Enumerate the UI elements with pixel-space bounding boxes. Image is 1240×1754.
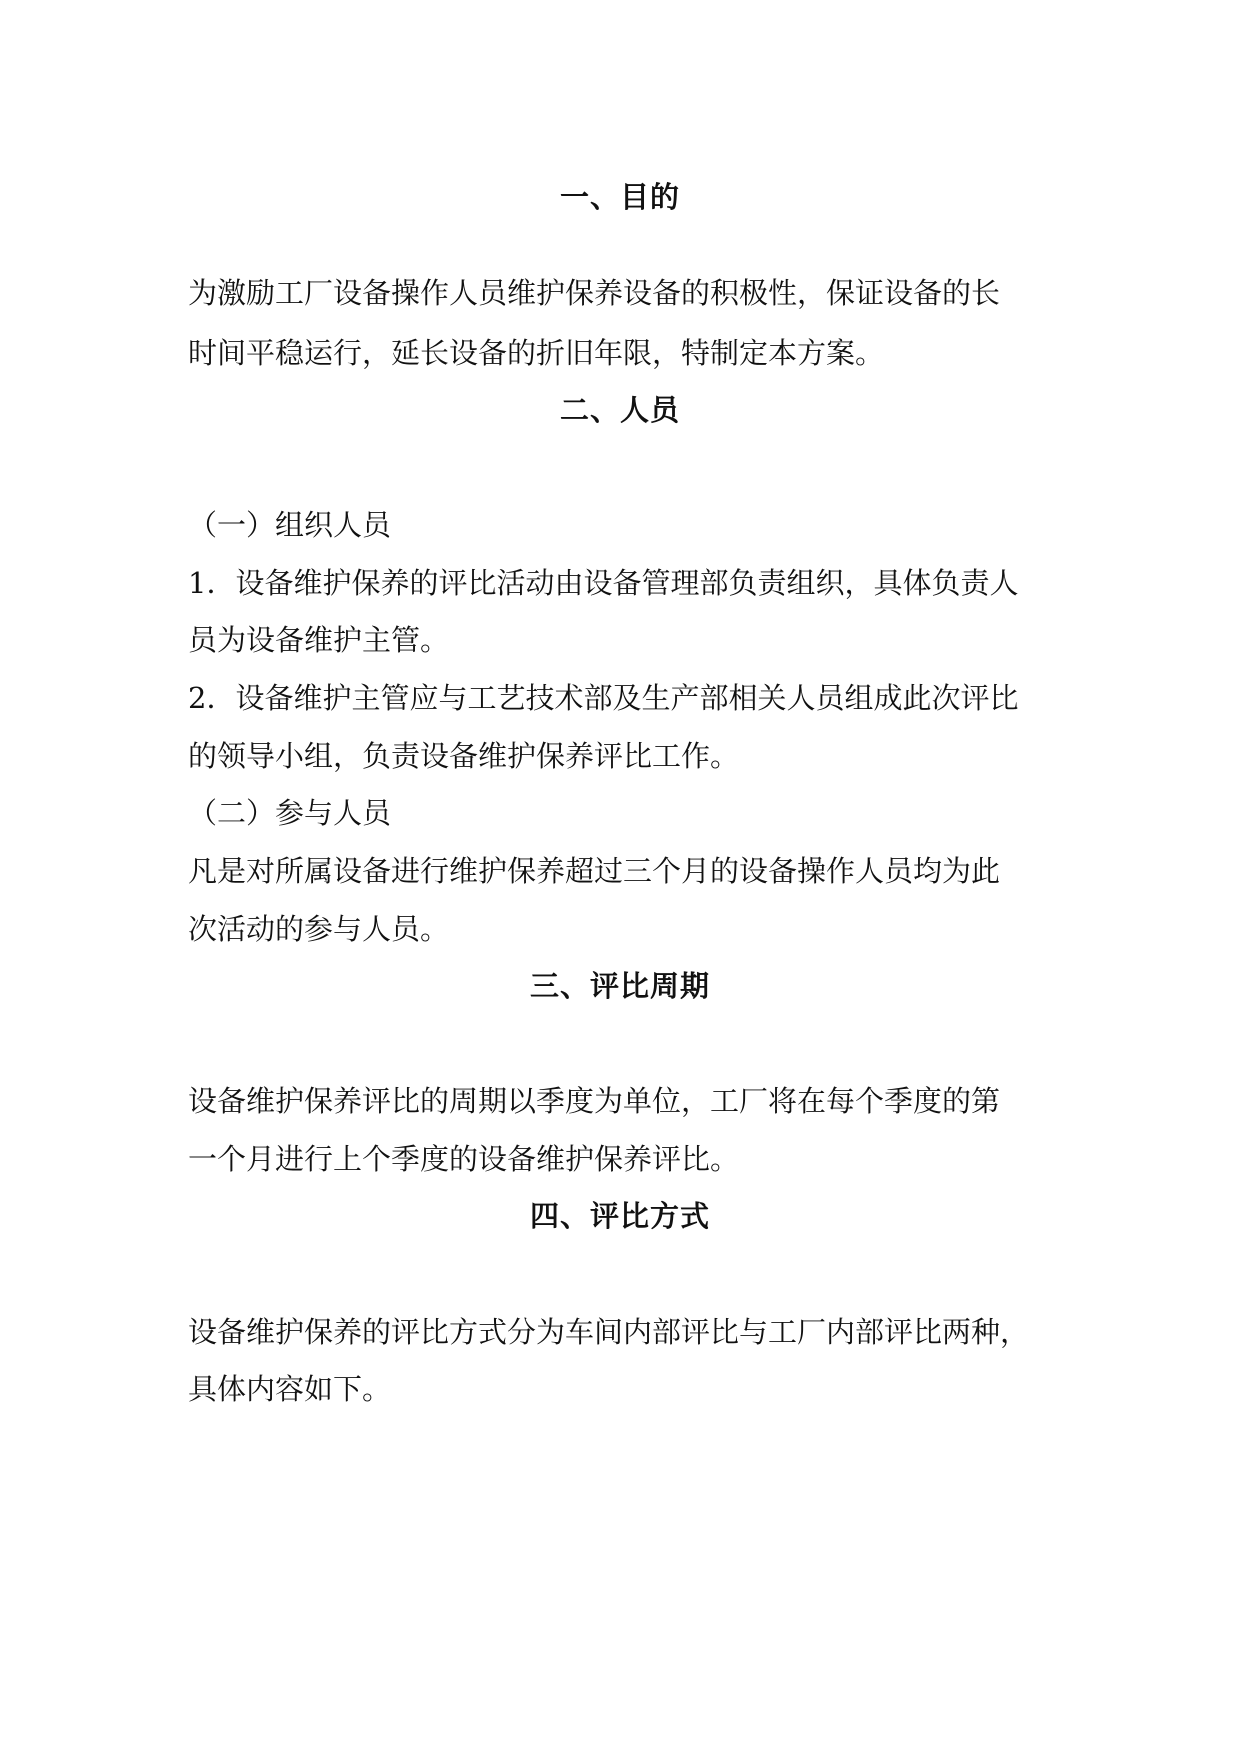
personnel-line-1: 1．设备维护保养的评比活动由设备管理部负责组织，具体负责人 <box>188 566 1019 600</box>
personnel-line-6: 次活动的参与人员。 <box>188 912 450 946</box>
section-heading-cycle: 三、评比周期 <box>529 969 710 1003</box>
section-heading-purpose: 一、目的 <box>559 180 680 214</box>
personnel-line-2: 员为设备维护主管。 <box>188 623 450 657</box>
personnel-subheading-participants: （二）参与人员 <box>188 796 392 830</box>
personnel-line-4: 的领导小组，负责设备维护保养评比工作。 <box>188 739 740 773</box>
personnel-line-3: 2．设备维护主管应与工艺技术部及生产部相关人员组成此次评比 <box>188 681 1019 715</box>
section-heading-personnel: 二、人员 <box>559 393 680 427</box>
purpose-line-2: 时间平稳运行，延长设备的折旧年限，特制定本方案。 <box>188 336 885 370</box>
method-line-2: 具体内容如下。 <box>188 1372 392 1406</box>
personnel-line-5: 凡是对所属设备进行维护保养超过三个月的设备操作人员均为此 <box>188 854 1001 888</box>
cycle-line-1: 设备维护保养评比的周期以季度为单位，工厂将在每个季度的第 <box>188 1084 1001 1118</box>
personnel-subheading-organizers: （一）组织人员 <box>188 508 392 542</box>
purpose-line-1: 为激励工厂设备操作人员维护保养设备的积极性，保证设备的长 <box>188 276 1001 310</box>
section-heading-method: 四、评比方式 <box>529 1199 710 1233</box>
method-line-1: 设备维护保养的评比方式分为车间内部评比与工厂内部评比两种， <box>188 1315 1030 1349</box>
cycle-line-2: 一个月进行上个季度的设备维护保养评比。 <box>188 1142 740 1176</box>
